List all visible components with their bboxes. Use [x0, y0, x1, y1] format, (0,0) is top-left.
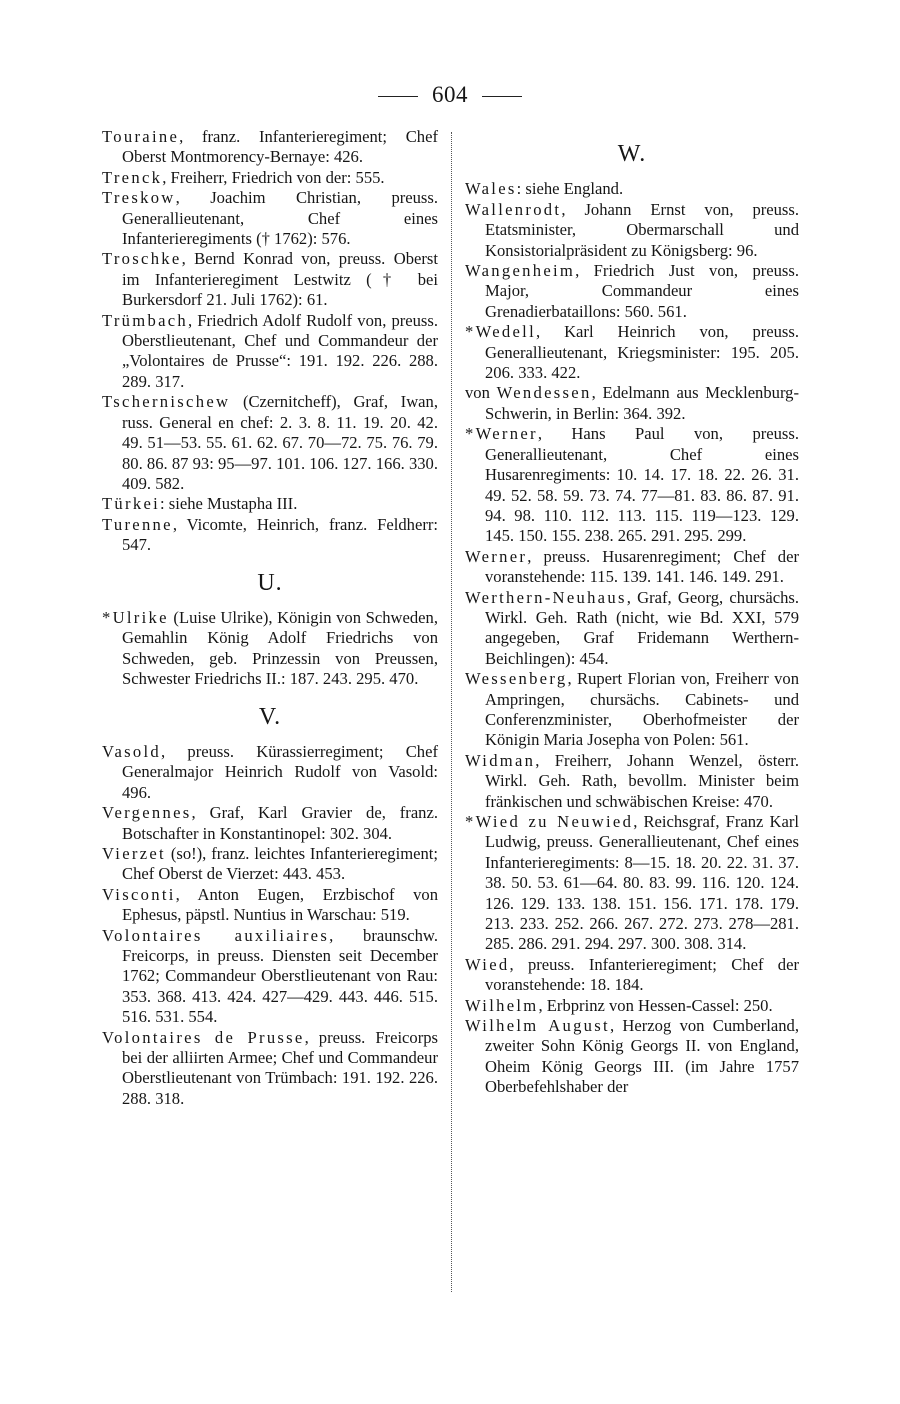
index-entry: [102, 742, 438, 803]
entry-text: , Friedrich Just von, preuss. Major, Commandeur eines Grenadierbataillons: 560. 561.: [485, 261, 799, 321]
entry-text: , Erbprinz von Hessen-Cassel: 250.: [538, 995, 773, 1015]
index-entry: [465, 669, 799, 751]
index-entry: [102, 168, 438, 188]
entry-text: , franz. Infanterieregiment; Chef Oberst Montmorency-Bernaye: 426.: [122, 127, 438, 167]
entry-text: , preuss. Husarenregiment; Chef der voranstehende: 115. 139. 141. 146. 149. 291.: [485, 546, 799, 587]
entry-text: , Rupert Florian von, Freiherr von Ampringen, chursächs. Cabinets- und Conferenzminister, Oberhofmeister der Königin Maria Josepha von Polen: 561.: [485, 669, 799, 750]
right-column: [465, 127, 799, 1098]
entry-text: : siehe England.: [516, 179, 624, 199]
index-entry: [465, 261, 799, 322]
index-entry: [465, 812, 799, 955]
entry-headword: Vasold: [102, 741, 161, 761]
entry-text: , Freiherr, Johann Wenzel, österr. Wirkl. Geh. Rath, bevollm. Minister beim fränkischen und schwäbischen Kreise: 470.: [485, 750, 799, 811]
index-entry: [465, 179, 799, 199]
entry-prefix: von: [465, 383, 497, 403]
entry-text: , preuss. Kürassierregiment; Chef Generalmajor Heinrich Rudolf von Vasold: 496.: [122, 741, 438, 802]
page-number: [0, 82, 900, 108]
entry-headword: Wilhelm: [465, 995, 539, 1015]
entry-text: , Freiherr, Friedrich von der: 555.: [162, 167, 385, 187]
page-number-text: 604: [432, 82, 468, 107]
section-letter: V.: [258, 703, 282, 730]
index-entry: [465, 955, 799, 996]
entry-text: , Anton Eugen, Erzbischof von Ephesus, päpstl. Nuntius in Warschau: 519.: [122, 884, 438, 925]
entry-headword: Treskow: [102, 188, 176, 208]
entry-text: , Graf, Georg, chursächs. Wirkl. Geh. Rath (nicht, wie Bd. XXI, 579 angegeben, Graf Fridemann Werthern-Beichlingen): 454.: [485, 587, 799, 668]
entry-text: , preuss. Infanterieregiment; Chef der voranstehende: 18. 184.: [485, 954, 799, 995]
section-letter: W.: [617, 141, 647, 167]
entry-text: , Reichsgraf, Franz Karl Ludwig, preuss. Generallieutenant, Chef eines Infanterieregiments: 8—15. 18. 20. 22. 31. 37. 38. 50. 53. 61—64. 80. 83. 99. 116. 120. 124. 126. 129. 133. 138. 151. 156. 171. 178. 179. 213. 233. 252. 266. 267. 272. 273. 278—281. 285. 286. 291. 294. 297. 300. 308. 314.: [485, 812, 799, 954]
index-entry: [465, 322, 799, 383]
index-entry: [465, 424, 799, 546]
entry-headword: Volontaires de Prusse: [102, 1027, 305, 1047]
entry-headword: Türkei: [102, 494, 161, 514]
index-entry: [465, 383, 799, 424]
index-entry: [465, 547, 799, 588]
entry-text: , Friedrich Adolf Rudolf von, preuss. Oberstlieutenant, Chef und Commandeur der „Volontaires de Prusse“: 191. 192. 226. 288. 289. 317.: [122, 310, 438, 391]
index-entry: [465, 200, 799, 261]
entry-text: , Hans Paul von, preuss. Generallieutenant, Chef eines Husarenregiments: 10. 14. 17. 18. 22. 26. 31. 49. 52. 58. 59. 73. 74. 77—81. 83. 86. 87. 91. 94. 98. 110. 112. 113. 115. 119—123. 129. 145. 150. 155. 238. 265. 291. 295. 299.: [485, 424, 799, 546]
entry-text: (Luise Ulrike), Königin von Schweden, Gemahlin König Adolf Friedrichs von Schweden, geb. Prinzessin von Preussen, Schwester Friedrichs II.: 187. 243. 295. 470.: [122, 607, 438, 689]
index-entry: [102, 188, 438, 249]
index-entry: [102, 392, 438, 494]
index-entry: [465, 1016, 799, 1098]
entry-text: , Herzog von Cumberland, zweiter Sohn König Georgs II. von England, Oheim König Georgs III. (im Jahre 1757 Oberbefehlshaber der: [485, 1016, 799, 1097]
index-entry: [465, 588, 799, 670]
index-entry: [465, 996, 799, 1016]
index-entry: [102, 608, 438, 690]
entry-headword: Widman: [465, 750, 536, 770]
entry-headword: Wessenberg: [465, 669, 568, 689]
entry-text: , Edelmann aus Mecklenburg-Schwerin, in Berlin: 364. 392.: [485, 383, 799, 423]
entry-headword: Wied: [465, 954, 510, 974]
entry-headword: Werthern-Neuhaus: [465, 587, 627, 607]
entry-text: : siehe Mustapha III.: [160, 494, 298, 514]
entry-headword: Troschke: [102, 249, 182, 269]
index-entry: [102, 1028, 438, 1110]
entry-text: (Czernitcheff), Graf, Iwan, russ. General en chef: 2. 3. 8. 11. 19. 20. 42. 49. 51—53. 55. 61. 62. 67. 70—72. 75. 76. 79. 80. 86. 87 93: 95—97. 101. 106. 127. 166. 330. 409. 582.: [122, 392, 438, 493]
index-entry: [102, 803, 438, 844]
entry-headword: Wilhelm August: [465, 1016, 610, 1036]
entry-text: , preuss. Freicorps bei der alliirten Armee; Chef und Commandeur Oberstlieutenant von Trümbach: 191. 192. 226. 288. 318.: [122, 1027, 439, 1108]
entry-text: , Karl Heinrich von, preuss. Generallieutenant, Kriegsminister: 195. 205. 206. 333. 422.: [485, 322, 799, 383]
entry-headword: *Werner: [465, 424, 538, 444]
entry-headword: Trenck: [102, 167, 163, 187]
index-entry: [465, 751, 799, 812]
entry-headword: Touraine: [102, 127, 180, 146]
column-divider: [451, 132, 452, 1292]
left-column: [102, 127, 438, 1109]
index-entry: [102, 494, 438, 514]
index-entry: [102, 926, 438, 1028]
entry-text: , Johann Ernst von, preuss. Etatsminister, Obermarschall und Konsistorialpräsident zu Königsberg: 96.: [485, 199, 799, 260]
entry-headword: Visconti: [102, 884, 176, 904]
index-entry: [102, 311, 438, 393]
entry-headword: Volontaires auxiliaires: [102, 925, 330, 945]
entry-headword: Wangenheim: [465, 261, 576, 281]
right-rule: [482, 96, 522, 97]
entry-text: , Joachim Christian, preuss. Generallieutenant, Chef eines Infanterieregiments († 1762): 576.: [122, 188, 438, 249]
entry-headword: Wales: [465, 179, 517, 199]
entry-text: , Graf, Karl Gravier de, franz. Botschafter in Konstantinopel: 302. 304.: [122, 803, 438, 843]
entry-headword: Vergennes: [102, 803, 192, 823]
section-letter: U.: [257, 569, 283, 596]
left-rule: [378, 96, 418, 97]
entry-headword: Turenne: [102, 514, 173, 534]
entry-headword: *Ulrike: [102, 607, 169, 627]
entry-headword: Werner: [465, 546, 528, 566]
entry-headword: *Wedell: [465, 322, 536, 342]
index-entry: [102, 515, 438, 556]
entry-headword: *Wied zu Neuwied: [465, 812, 634, 831]
entry-text: , Vicomte, Heinrich, franz. Feldherr: 547.: [122, 514, 438, 555]
index-entry: [102, 885, 438, 926]
index-entry: [102, 127, 438, 168]
entry-text: (so!), franz. leichtes Infanterieregiment; Chef Oberst de Vierzet: 443. 453.: [122, 844, 438, 884]
entry-headword: Tschernischew: [102, 392, 231, 412]
entry-headword: Vierzet: [102, 844, 166, 863]
entry-headword: Wendessen: [496, 383, 592, 403]
index-entry: [102, 249, 438, 310]
entry-headword: Wallenrodt: [465, 199, 562, 219]
entry-text: , braunschw. Freicorps, in preuss. Diensten seit December 1762; Commandeur Oberstlieutenant von Rau: 353. 368. 413. 424. 427—429. 443. 446. 515. 516. 531. 554.: [122, 925, 438, 1027]
entry-text: , Bernd Konrad von, preuss. Oberst im Infanterieregiment Lestwitz († bei Burkersdorf 21. Juli 1762): 61.: [122, 249, 438, 310]
entry-headword: Trümbach: [102, 310, 189, 330]
index-entry: [102, 844, 438, 885]
